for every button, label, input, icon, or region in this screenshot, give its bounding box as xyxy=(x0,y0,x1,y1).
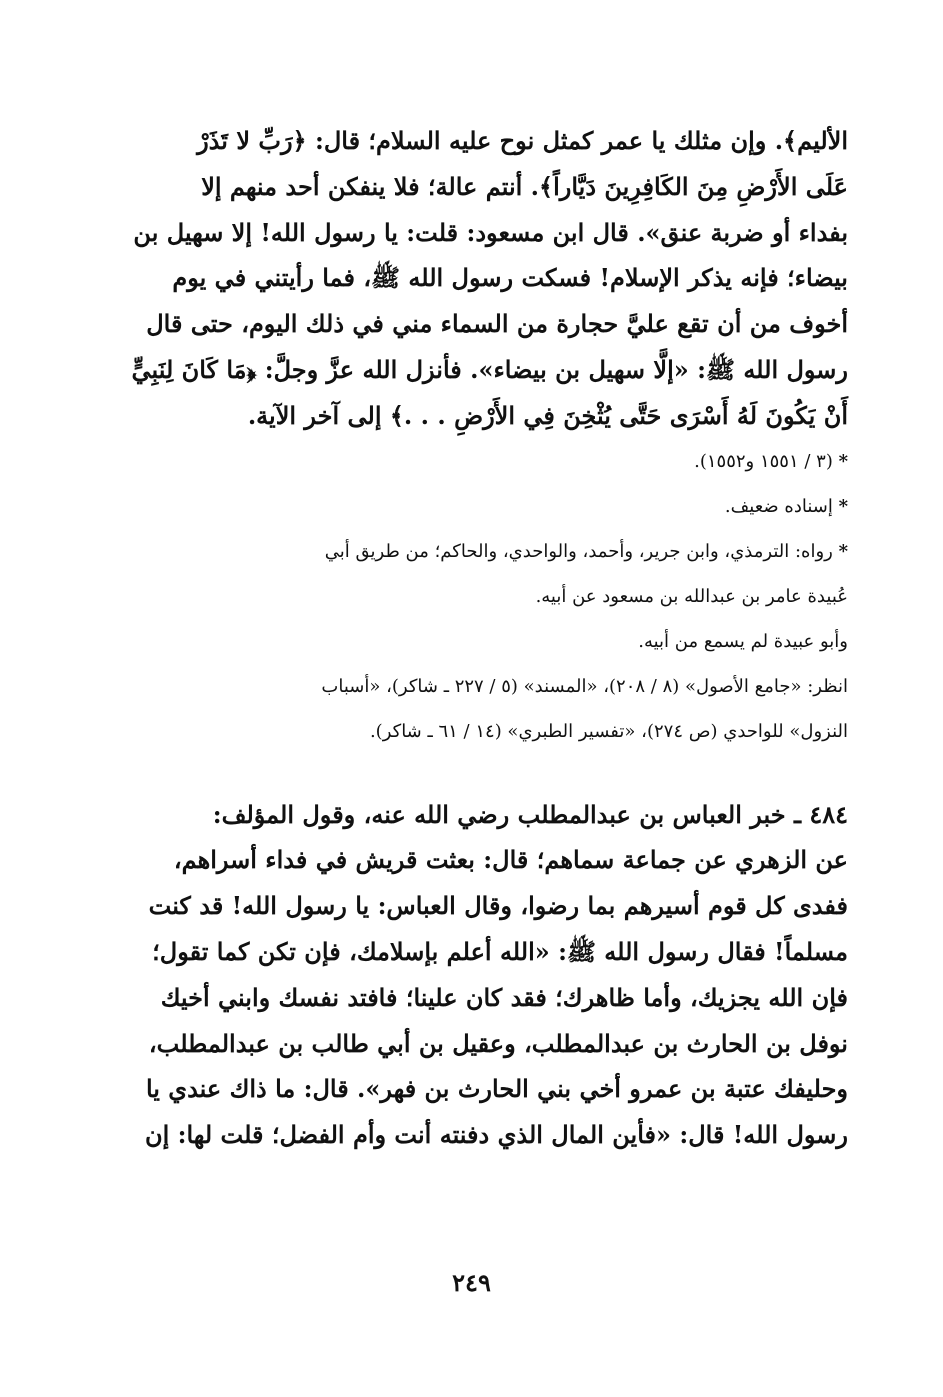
passage-484 xyxy=(130,792,848,1158)
text-line: بفداء أو ضربة عنق». قال ابن مسعود: قلت: يا رسول الله! إلا سهيل بن xyxy=(133,217,848,247)
text-line: أَنْ يَكُونَ لَهُ أَسْرَى حَتَّى يُثْخِنَ فِي الأَرْضِ . . .﴾ إلى آخر الآية. xyxy=(247,400,848,430)
text-line: نوفل بن الحارث بن عبدالمطلب، وعقيل بن أبي طالب بن عبدالمطلب، xyxy=(148,1028,848,1058)
text-line: بيضاء؛ فإنه يذكر الإسلام! فسكت رسول الله ﷺ، فما رأيتني في يوم xyxy=(172,263,848,293)
text-line: الأليم﴾. وإن مثلك يا عمر كمثل نوح عليه السلام؛ قال: ﴿رَبِّ لا تَذَرْ xyxy=(197,126,848,155)
bullet-star: * xyxy=(838,495,848,517)
note-narration: * رواه: الترمذي، وابن جرير، وأحمد، والواحدي، والحاكم؛ من طريق أبي عُبيدة عامر بن عبدالله بن مسعود عن أبيه. xyxy=(324,540,848,607)
bullet-star: * xyxy=(838,450,848,472)
text-line: ففدى كل قوم أسيرهم بما رضوا، وقال العباس: يا رسول الله! قد كنت xyxy=(148,891,848,921)
text-line: فإن الله يجزيك، وأما ظاهرك؛ فقد كان علينا؛ فافتد نفسك وابني أخيك xyxy=(160,982,848,1012)
page-number: ٢٤٩ xyxy=(452,1268,491,1297)
note-remark: وأبو عبيدة لم يسمع من أبيه. xyxy=(638,630,848,652)
text-line: رسول الله ﷺ: «إلَّا سهيل بن بيضاء». فأنزل الله عزَّ وجلَّ: ﴿مَا كَانَ لِنَبِيٍّ xyxy=(131,354,848,384)
note-reference: * (٣ / ١٥٥١ و١٥٥٢). xyxy=(694,450,848,472)
passage-continued xyxy=(130,118,848,439)
bullet-star: * xyxy=(838,540,848,562)
text-line: وحليفك عتبة بن عمرو أخي بني الحارث بن فهر». قال: ما ذاك عندي يا xyxy=(145,1074,848,1104)
note-grading: * إسناده ضعيف. xyxy=(724,495,848,517)
text-line: عَلَى الأَرْضِ مِنَ الكَافِرِينَ دَيَّاراً﴾. أنتم عالة؛ فلا ينفكن أحد منهم إلا xyxy=(201,171,848,201)
text-line: مسلماً! فقال رسول الله ﷺ: «الله أعلم بإسلامك، فإن تكن كما تقول؛ xyxy=(152,936,848,966)
section-gap xyxy=(130,754,848,792)
footnotes xyxy=(130,439,848,754)
text-line: عن الزهري عن جماعة سماهم؛ قال: بعثت قريش في فداء أسراهم، xyxy=(173,845,848,875)
section-heading: ٤٨٤ ـ خبر العباس بن عبدالمطلب رضي الله عنه، وقول المؤلف: xyxy=(212,799,848,829)
text-column xyxy=(130,118,848,1158)
text-line: أخوف من أن تقع عليَّ حجارة من السماء مني في ذلك اليوم، حتى قال xyxy=(146,309,848,339)
text-line: رسول الله! قال: «فأين المال الذي دفنته أنت وأم الفضل؛ قلت لها: إن xyxy=(144,1120,848,1150)
note-see-also: انظر: «جامع الأصول» (٨ / ٢٠٨)، «المسند» (٥ / ٢٢٧ ـ شاكر)، «أسباب النزول» للواحدي (ص ٢٧٤)، «تفسير الطبري» (١٤ / ٦١ ـ شاكر). xyxy=(321,675,848,742)
